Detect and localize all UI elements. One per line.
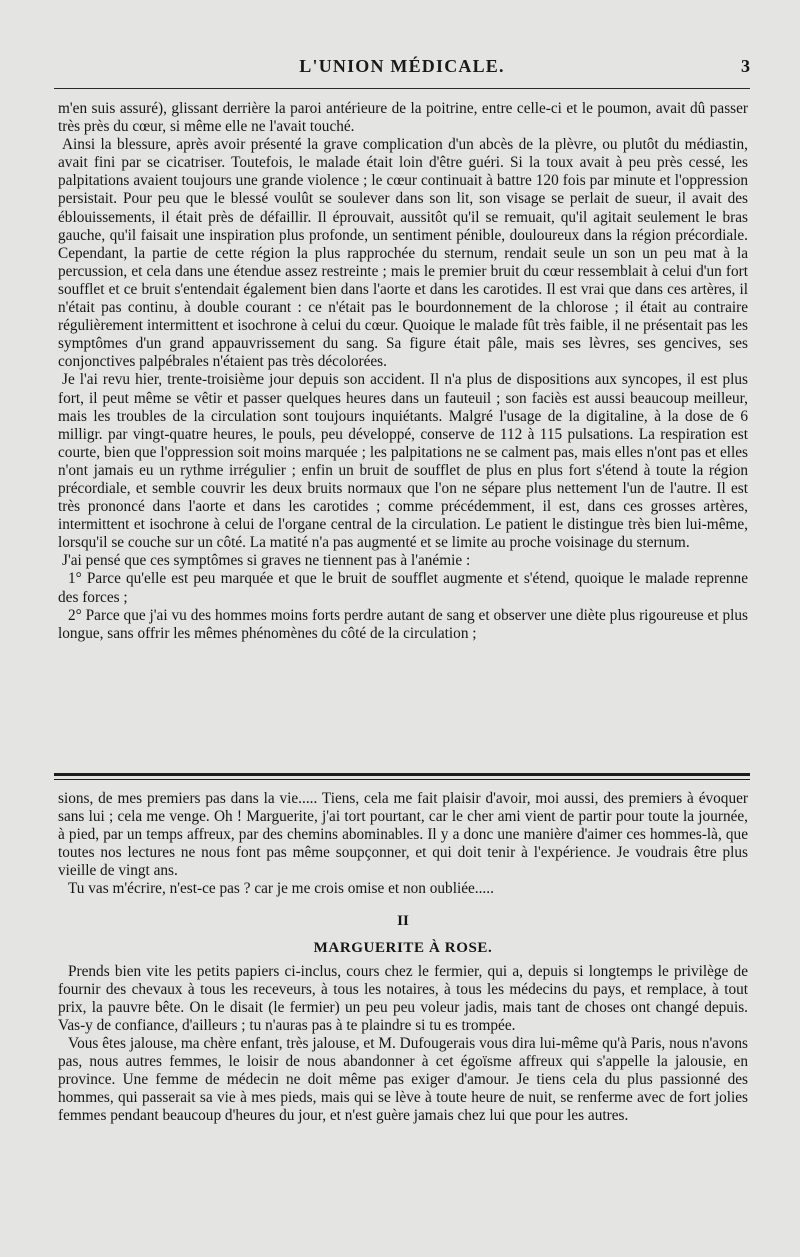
article-paragraph: J'ai pensé que ces symptômes si graves ne tiennent pas à l'anémie :: [62, 552, 471, 570]
article-list-item: 2° Parce que j'ai vu des hommes moins forts perdre autant de sang et observer une diète plus rigoureuse et plus longue, sans offrir les mêmes phénomènes du côté de la circulation ;: [58, 606, 748, 642]
article-paragraph: m'en suis assuré), glissant derrière la paroi antérieure de la poitrine, entre celle-ci et le poumon, avait dû passer très près du cœur, si même elle ne l'avait touché.: [58, 100, 748, 136]
feuilleton-closing-line: Tu vas m'écrire, n'est-ce pas ? car je me crois omise et non oubliée.....: [68, 880, 494, 898]
main-article: [58, 100, 748, 643]
letter-title: MARGUERITE À ROSE.: [313, 939, 493, 956]
header-rule: [54, 88, 750, 89]
page-header: [54, 56, 750, 80]
letter-paragraph: Vous êtes jalouse, ma chère enfant, très jalouse, et M. Dufougerais vous dira lui-même qu'à Paris, nous n'avons pas, nous autres femmes, le loisir de nous abandonner à cet égoïsme affreux qui s'appelle la jalousie, en province. Une femme de médecin ne doit même pas exiger d'amour. Je tiens cela du plus passionné des hommes, qui passerait sa vie à mes pieds, mais qui se lève à toute heure de nuit, se renferme avec de fort jolies femmes pendant beaucoup d'heures du jour, et n'est guère jamais chez lui que pour les autres.: [58, 1034, 748, 1125]
article-paragraph: Ainsi la blessure, après avoir présenté la grave complication d'un abcès de la plèvre, ou plutôt du médiastin, avait fini par se cicatriser. Toutefois, le malade était loin d'être guéri. Si la toux avait à peu près cessé, les palpitations avaient toujours une grande violence ; le cœur continuait à battre 120 fois par minute et l'oppression persistait. Pour peu que le blessé voulût se soulever dans son lit, son visage se perlait de sueur, il avait des éblouissements, il était près de défaillir. Il éprouvait, aussitôt qu'il se remuait, qu'il agitait seulement le bras gauche, qu'il faisait une inspiration plus profonde, un sentiment pénible, douloureux dans la région précordiale. Cependant, la partie de cette région la plus rapprochée du sternum, rendait seule un son un peu mat à la percussion, et cela dans une étendue assez restreinte ; mais le premier bruit du cœur ressemblait à celui d'un fort soufflet et ce bruit s'entendait également bien dans l'aorte et dans les carotides. Il est vrai que dans ces artères, il n'était pas continu, à double courant : ce n'était pas le bourdonnement de la chlorose ; il était au contraire régulièrement intermittent et isochrone à celui du cœur. Quoique le malade fût très faible, il ne présentait pas les symptômes d'un grand appauvrissement du sang. Sa figure était pâle, mais ses lèvres, ses gencives, ses conjonctives palpébrales n'étaient pas très décolorées.: [58, 136, 748, 371]
article-list-item: 1° Parce qu'elle est peu marquée et que le bruit de soufflet augmente et s'étend, quoique le malade reprenne des forces ;: [58, 570, 748, 606]
section-numeral: II: [397, 912, 409, 929]
article-paragraph: Je l'ai revu hier, trente-troisième jour depuis son accident. Il n'a plus de dispositions aux syncopes, il est plus fort, il peut même se vêtir et passer quelques heures dans un fauteuil ; son faciès est aussi beaucoup meilleur, mais les troubles de la circulation sont toujours inquiétants. Malgré l'usage de la digitaline, à la dose de 6 milligr. par vingt-quatre heures, le pouls, peu développé, conserve de 112 à 115 pulsations. La respiration est courte, bien que l'oppression soit moins marquée ; les palpitations ne se calment pas, mais elles n'ont pas et elles n'ont jamais eu un rythme irrégulier ; enfin un bruit de soufflet de plus en plus fort s'étend à toute la région précordiale, et semble couvrir les deux bruits normaux que l'on ne sépare plus nettement l'un de l'autre. Il est très prononcé dans l'aorte et dans les carotides ; comme précédemment, il est, dans ces grosses artères, intermittent et isochrone à celui de l'organe central de la circulation. Le patient le distingue très bien lui-même, lorsqu'il se couche sur un côté. La matité n'a pas augmenté et se limite au proche voisinage du sternum.: [58, 371, 748, 552]
feuilleton-paragraph: sions, de mes premiers pas dans la vie..... Tiens, cela me fait plaisir d'avoir, moi aussi, des premiers à évoquer sans lui ; cela me venge. Oh ! Marguerite, j'ai tort pourtant, car le cher ami vient de partir pour toute la journée, à pied, par un temps affreux, par des chemins abominables. Il y a donc une manière d'aimer ces hommes-là, que toutes nos lectures ne nous font pas même soupçonner, et qui doit tenir à l'expérience. Je voudrais être plus vieille de vingt ans.: [58, 790, 748, 880]
journal-title: L'UNION MÉDICALE.: [299, 56, 505, 76]
letter-paragraph: Prends bien vite les petits papiers ci-inclus, cours chez le fermier, qui a, depuis si longtemps le privilège de fournir des chevaux à tous les receveurs, à tous les notaires, à tous les médecins du pays, et remplace, à tout prix, la pauvre bête. On le disait (le fermier) un peu peu voleur jadis, mais tant de choses ont changé depuis. Vas-y de confiance, d'ailleurs ; tu n'auras pas à te plaindre si tu es trompée.: [58, 962, 748, 1034]
feuilleton-separator: [54, 773, 750, 780]
page-number: 3: [741, 56, 750, 76]
feuilleton: [58, 790, 748, 1125]
